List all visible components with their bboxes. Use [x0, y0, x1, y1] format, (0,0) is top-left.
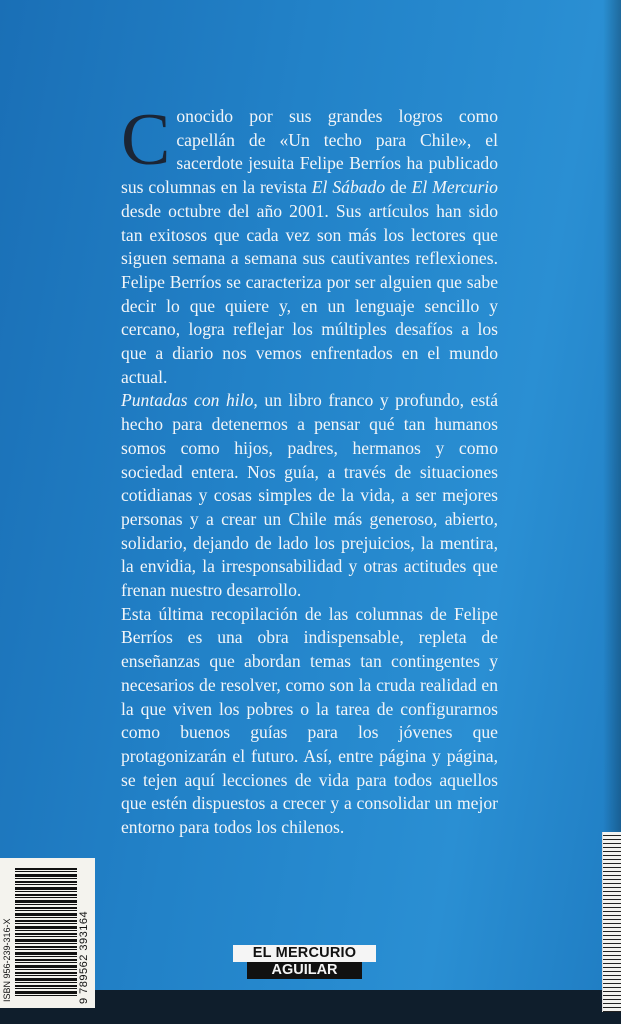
paragraph-3 — [121, 603, 498, 840]
synopsis-text — [121, 99, 498, 840]
text-run: desde octubre del año 2001. Sus artículos han sido tan exitosos que cada vez son más los lectores que siguen semana a semana sus cautivantes reflexiones. Felipe Berríos se caracteriza por ser alguien que sabe decir lo que quiere y, en un lenguaje sencillo y cercano, logra reflejar los múltiples desafíos a los que a diario nos vemos enfrentados en el mundo actual. — [121, 200, 498, 387]
library-sticker-barcode — [602, 832, 621, 1012]
text-run: de — [385, 177, 412, 198]
publisher-line-1: EL MERCURIO — [233, 945, 376, 962]
text-run: , un libro franco y profundo, está hecho para detenernos a pensar qué tan humanos somos como hijos, padres, hermanos y como sociedad entera. Nos guía, a través de situaciones cotidianas y cosas simples de la vida, a ser mejores personas y a crear un Chile más generoso, abierto, solidario, dejando de lado los prejuicios, la mentira, la envidia, la irresponsabilidad y otras actitudes que frenan nuestro desarrollo. — [121, 390, 498, 601]
text-run: Esta última recopilación de las columnas de Felipe Berríos es una obra indispensable, repleta de enseñanzas que abordan temas tan contingentes y necesarios de resolver, como son la cruda realidad en la que viven los pobres o la tarea de configurarnos como buenos guías para los jóvenes que protagonizarán el futuro. Así, entre página y página, se tejen aquí lecciones de vida para todos aquellos que estén dispuestos a crecer y a consolidar un mejor entorno para todos los chilenos. — [121, 603, 498, 838]
italic-title: El Sábado — [311, 177, 386, 198]
paragraph-1 — [121, 99, 498, 389]
barcode-bars — [15, 868, 77, 998]
paragraph-2 — [121, 389, 498, 602]
isbn-text: ISBN 956-239-316-X — [2, 918, 12, 1002]
italic-title: Puntadas con hilo — [121, 390, 254, 411]
drop-cap: C — [121, 99, 171, 181]
publisher-logo — [233, 945, 376, 979]
publisher-line-2: AGUILAR — [247, 962, 362, 979]
italic-title: El Mercurio — [411, 177, 498, 198]
ean-number: 9 789562 393164 — [78, 910, 90, 1004]
text-run: onocido por sus grandes logros como capellán de «Un techo para Chile», el sacerdote jesuita Felipe Berríos ha publicado sus columnas en la revista — [121, 106, 498, 198]
